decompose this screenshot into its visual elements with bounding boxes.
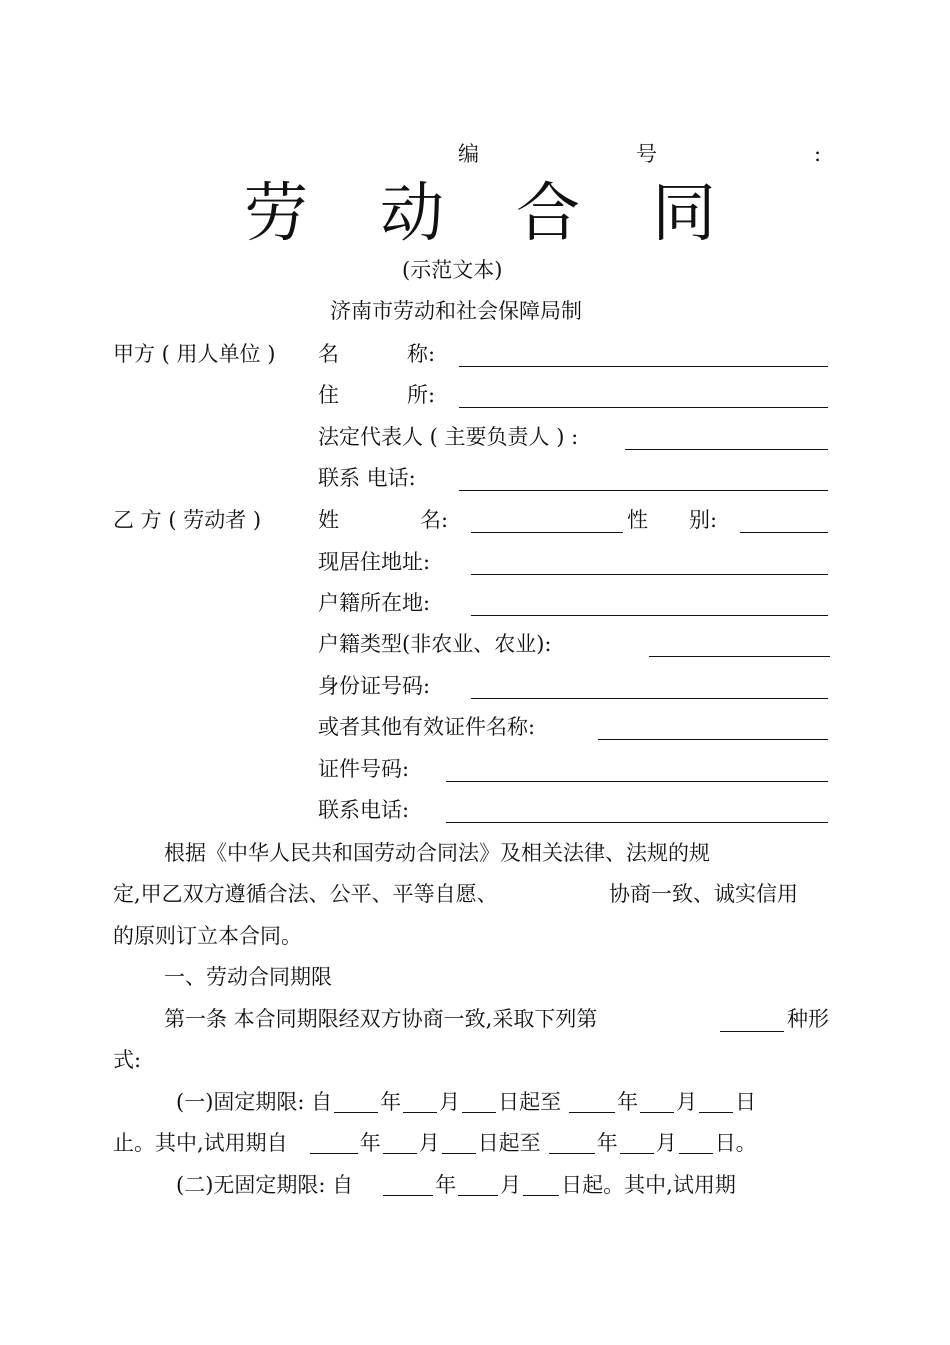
party-a-legal-rep-label: 法定代表人 ( 主要负责人 ) : [318, 425, 579, 449]
party-b-gender-label-2: 别: [689, 508, 718, 532]
month-unit: 月 [500, 1173, 522, 1197]
article-1-form-field[interactable] [720, 1031, 784, 1032]
probation-prefix: 止。其中,试用期自 [113, 1131, 288, 1155]
party-a-address-label-1: 住 [318, 383, 339, 407]
intro-line-2b: 协商一致、诚实信用 [609, 882, 798, 906]
issuer: 济南市劳动和社会保障局制 [330, 299, 582, 323]
open-term-prefix: (二)无固定期限: 自 [176, 1173, 354, 1197]
party-a-address-field[interactable] [459, 407, 828, 408]
intro-line-3: 的原则订立本合同。 [113, 924, 302, 948]
probation-end-month-field[interactable] [620, 1133, 654, 1154]
party-b-hukou-location-field[interactable] [471, 615, 828, 616]
party-b-hukou-type-field[interactable] [649, 656, 830, 657]
fixed-start-day-field[interactable] [462, 1092, 496, 1113]
intro-line-1: 根据《中华人民共和国劳动合同法》及相关法律、法规的规 [164, 841, 710, 865]
year-unit: 年 [435, 1173, 457, 1197]
day-start-unit: 日起。其中,试用期 [561, 1173, 736, 1197]
party-b-id-number-label: 身份证号码: [318, 674, 431, 698]
open-term-line [176, 1175, 736, 1196]
party-b-phone-field[interactable] [446, 822, 828, 823]
year-unit: 年 [617, 1090, 639, 1114]
intro-line-2a: 定,甲乙双方遵循合法、公平、平等自愿、 [113, 882, 498, 906]
party-b-hukou-type-label: 户籍类型(非农业、农业): [318, 632, 552, 656]
title-char-2: 动 [380, 177, 444, 251]
article-1-text: 第一条 本合同期限经双方协商一致,采取下列第 [164, 1007, 598, 1031]
day-from-unit: 日起至 [498, 1090, 562, 1114]
party-b-hukou-location-label: 户籍所在地: [318, 591, 431, 615]
party-a-legal-rep-field[interactable] [625, 449, 828, 450]
fixed-start-month-field[interactable] [403, 1092, 437, 1113]
party-a-name-field[interactable] [459, 366, 828, 367]
party-b-gender-field[interactable] [740, 532, 828, 533]
party-b-doc-number-label: 证件号码: [318, 757, 410, 781]
fixed-end-year-field[interactable] [569, 1092, 615, 1113]
article-1-text-end: 种形 [787, 1007, 829, 1031]
party-a-address-label-2: 所: [407, 383, 436, 407]
month-unit: 月 [418, 1131, 440, 1155]
fixed-term-line [176, 1092, 756, 1113]
month-unit: 月 [439, 1090, 461, 1114]
fixed-end-day-field[interactable] [699, 1092, 733, 1113]
open-start-day-field[interactable] [523, 1175, 559, 1196]
subtitle: (示范文本) [402, 258, 503, 282]
month-unit: 月 [655, 1131, 677, 1155]
serial-number-colon: : [814, 142, 822, 166]
probation-start-day-field[interactable] [442, 1133, 476, 1154]
party-a-label: 甲方 ( 用人单位 ) [113, 342, 276, 366]
probation-start-year-field[interactable] [310, 1133, 358, 1154]
day-period-unit: 日。 [714, 1131, 757, 1155]
section-heading-1: 一、劳动合同期限 [164, 965, 332, 989]
party-b-doc-number-field[interactable] [446, 781, 828, 782]
party-b-name-field[interactable] [471, 532, 623, 533]
party-b-name-label-2: 名: [420, 508, 449, 532]
title-char-1: 劳 [244, 177, 308, 251]
serial-number-label-2: 号 [636, 142, 657, 166]
party-a-phone-label: 联系 电话: [318, 466, 416, 490]
year-unit: 年 [596, 1131, 618, 1155]
title-char-4: 同 [652, 177, 716, 251]
fixed-end-month-field[interactable] [640, 1092, 674, 1113]
day-unit: 日 [735, 1090, 757, 1114]
fixed-start-year-field[interactable] [334, 1092, 378, 1113]
open-start-year-field[interactable] [383, 1175, 433, 1196]
party-b-other-id-label: 或者其他有效证件名称: [318, 715, 536, 739]
party-b-phone-label: 联系电话: [318, 798, 410, 822]
month-unit: 月 [676, 1090, 698, 1114]
year-unit: 年 [359, 1131, 381, 1155]
year-unit: 年 [380, 1090, 402, 1114]
party-b-id-number-field[interactable] [471, 698, 828, 699]
probation-end-day-field[interactable] [679, 1133, 713, 1154]
party-a-name-label-2: 称: [407, 342, 436, 366]
party-b-current-address-field[interactable] [471, 574, 828, 575]
party-b-other-id-field[interactable] [598, 739, 828, 740]
party-b-name-label-1: 姓 [318, 508, 339, 532]
probation-start-month-field[interactable] [383, 1133, 417, 1154]
fixed-term-prefix: (一)固定期限: 自 [176, 1090, 333, 1114]
open-start-month-field[interactable] [458, 1175, 498, 1196]
article-1-text-line2: 式: [113, 1048, 142, 1072]
serial-number-label-1: 编 [458, 142, 479, 166]
title-char-3: 合 [516, 177, 580, 251]
party-b-gender-label-1: 性 [627, 508, 648, 532]
probation-end-year-field[interactable] [549, 1133, 595, 1154]
party-a-phone-field[interactable] [459, 490, 828, 491]
party-b-current-address-label: 现居住地址: [318, 550, 431, 574]
probation-line [113, 1133, 757, 1154]
day-from-unit: 日起至 [477, 1131, 541, 1155]
party-a-name-label-1: 名 [318, 342, 339, 366]
party-b-label: 乙 方 ( 劳动者 ) [113, 508, 262, 532]
